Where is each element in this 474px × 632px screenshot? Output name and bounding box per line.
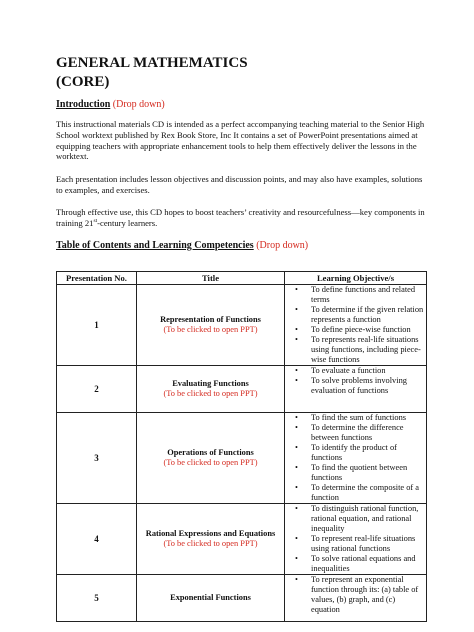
objective-item: • To solve problems involving evaluation of functions <box>285 376 426 396</box>
toc-heading-text: Table of Contents and Learning Competencies <box>56 240 254 251</box>
toc-dropdown-toggle[interactable]: (Drop down) <box>256 240 309 251</box>
column-header-title: Title <box>137 272 285 285</box>
introduction-dropdown-toggle[interactable]: (Drop down) <box>112 99 165 110</box>
intro-paragraph-3-end: -century learners. <box>97 217 158 228</box>
objectives-list <box>285 413 426 503</box>
column-header-learning-objectives: Learning Objective/s <box>285 272 427 285</box>
presentation-title: Rational Expressions and Equations <box>145 528 276 538</box>
introduction-heading-text: Introduction <box>56 99 111 110</box>
objective-item: • To distinguish rational function, rational equation, and rational inequality <box>285 504 426 534</box>
toc-table <box>56 271 427 622</box>
table-row <box>57 413 427 504</box>
objectives-cell <box>285 285 427 366</box>
intro-paragraph-3 <box>56 207 428 229</box>
table-row <box>57 366 427 413</box>
objective-item: • To determine if the given relation represents a function <box>285 305 426 325</box>
presentation-title-cell <box>137 285 285 366</box>
intro-paragraph-1: This instructional materials CD is intended as a perfect accompanying teaching material to the Senior High School worktext published by Rex Book Store, Inc It contains a set of PowerPoint presentations aimed at equipping teachers with appropriate enhancement tools to help them effectively deliver the lessons in the worktext. <box>56 119 425 162</box>
toc-header-row <box>57 272 427 285</box>
presentation-number: 5 <box>57 575 137 622</box>
presentation-title-cell <box>137 575 285 622</box>
table-row <box>57 504 427 575</box>
title-line-1: GENERAL MATHEMATICS <box>56 55 248 71</box>
objectives-list <box>285 504 426 574</box>
objective-item: • To represent an exponential function through its: (a) table of values, (b) graph, and (c) equation <box>285 575 426 615</box>
introduction-heading <box>56 99 165 110</box>
column-header-presentation-no: Presentation No. <box>57 272 137 285</box>
objective-item: • To determine the composite of a function <box>285 483 426 503</box>
presentation-title-cell <box>137 366 285 413</box>
objectives-list <box>285 366 426 396</box>
objectives-list <box>285 575 426 615</box>
objective-item: • To represents real-life situations using functions, including piece-wise functions <box>285 335 426 365</box>
presentation-number: 1 <box>57 285 137 366</box>
objectives-list <box>285 285 426 365</box>
objectives-cell <box>285 575 427 622</box>
open-ppt-link[interactable]: (To be clicked to open PPT) <box>163 458 258 467</box>
objective-item: • To evaluate a function <box>285 366 426 376</box>
objectives-cell <box>285 504 427 575</box>
objective-item: • To identify the product of functions <box>285 443 426 463</box>
presentation-title: Exponential Functions <box>170 592 251 602</box>
objective-item: • To define functions and related terms <box>285 285 426 305</box>
objective-item: • To determine the difference between functions <box>285 423 426 443</box>
objective-item: • To represent real-life situations using rational functions <box>285 534 426 554</box>
presentation-title: Operations of Functions <box>167 447 254 457</box>
table-row <box>57 575 427 622</box>
objectives-cell <box>285 366 427 413</box>
open-ppt-link[interactable]: (To be clicked to open PPT) <box>163 325 258 334</box>
table-row <box>57 285 427 366</box>
ordinal-suffix: st <box>93 217 98 224</box>
presentation-title: Representation of Functions <box>160 314 261 324</box>
objective-item: • To solve rational equations and inequalities <box>285 554 426 574</box>
presentation-title-cell <box>137 413 285 504</box>
presentation-number: 3 <box>57 413 137 504</box>
document-title <box>56 54 248 92</box>
intro-paragraph-3-text: Through effective use, this CD hopes to boost teachers’ creativity and resourcefulness—key components in training 21 <box>56 207 425 228</box>
objective-item: • To find the quotient between functions <box>285 463 426 483</box>
open-ppt-link[interactable]: (To be clicked to open PPT) <box>163 539 258 548</box>
presentation-title-cell <box>137 504 285 575</box>
objective-item: • To find the sum of functions <box>285 413 426 423</box>
intro-paragraph-2: Each presentation includes lesson objectives and discussion points, and may also have examples, solutions to examples, and exercises. <box>56 174 423 195</box>
toc-heading <box>56 240 308 251</box>
presentation-title: Evaluating Functions <box>172 378 249 388</box>
presentation-number: 2 <box>57 366 137 413</box>
objective-item: • To define piece-wise function <box>285 325 426 335</box>
title-line-2: (CORE) <box>56 74 110 90</box>
open-ppt-link[interactable]: (To be clicked to open PPT) <box>163 389 258 398</box>
presentation-number: 4 <box>57 504 137 575</box>
objectives-cell <box>285 413 427 504</box>
